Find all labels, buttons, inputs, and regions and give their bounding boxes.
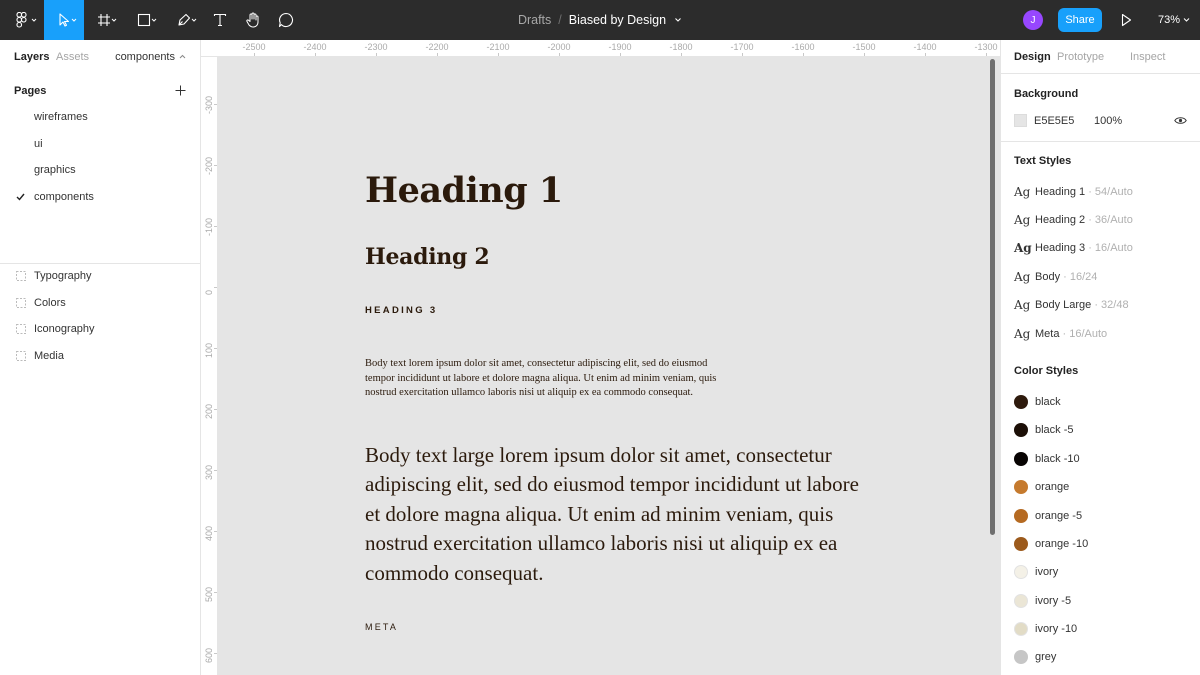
- layer-label: Iconography: [34, 323, 95, 335]
- layer-label: Typography: [34, 270, 92, 282]
- layer-colors[interactable]: [0, 290, 200, 316]
- breadcrumb-separator: /: [558, 13, 562, 27]
- color-style-black[interactable]: [1001, 392, 1200, 412]
- text-style-icon: Ag: [1014, 327, 1031, 341]
- play-icon[interactable]: [1118, 12, 1134, 28]
- ruler-label: -1700: [730, 42, 754, 52]
- ruler-label: -1500: [852, 42, 876, 52]
- tab-prototype[interactable]: Prototype: [1057, 51, 1105, 63]
- page-item-label: components: [34, 191, 94, 203]
- text-style-icon: Ag: [1014, 213, 1031, 227]
- heading-3-sample[interactable]: HEADING 3: [365, 305, 438, 316]
- color-style-label: ivory: [1035, 566, 1059, 578]
- page-item-label: wireframes: [34, 111, 88, 123]
- horizontal-ruler: [201, 40, 1000, 57]
- body-text-sample[interactable]: Body text lorem ipsum dolor sit amet, consectetur adipiscing elit, sed do eiusmod tempor incididunt ut labore et dolore magna aliqua. Ut enim ad minim veniam, quis nostrud exercitation ullamco laboris nisi ut aliquip ex ea commodo consequat.: [365, 358, 717, 399]
- design-canvas[interactable]: [218, 57, 1000, 675]
- ruler-label: -2500: [242, 42, 266, 52]
- checkmark-icon: [16, 193, 25, 201]
- color-swatch: [1014, 537, 1028, 551]
- shape-tool-button[interactable]: [124, 0, 164, 40]
- toolbar: [0, 0, 1200, 40]
- color-style-black-10[interactable]: [1001, 449, 1200, 469]
- ruler-label: 300: [204, 464, 214, 480]
- divider: [1001, 73, 1200, 74]
- color-style-orange[interactable]: [1001, 477, 1200, 497]
- frame-layer-icon: [16, 351, 26, 361]
- text-style-label: Body Large · 32/48: [1035, 299, 1129, 311]
- ruler-label: -2100: [486, 42, 510, 52]
- vertical-ruler: [201, 57, 218, 675]
- color-swatch: [1014, 594, 1028, 608]
- color-swatch: [1014, 480, 1028, 494]
- ruler-label: 500: [204, 586, 214, 602]
- share-button[interactable]: Share: [1058, 8, 1102, 32]
- breadcrumb-folder[interactable]: Drafts: [517, 13, 552, 27]
- page-item-label: graphics: [34, 164, 76, 176]
- frame-layer-icon: [16, 298, 26, 308]
- color-swatch: [1014, 650, 1028, 664]
- ruler-label: -1300: [974, 42, 998, 52]
- current-page-selector[interactable]: [115, 51, 186, 63]
- chevron-down-icon: [1183, 17, 1190, 23]
- color-style-label: orange -10: [1035, 538, 1089, 550]
- color-style-label: black: [1035, 396, 1061, 408]
- color-style-label: orange: [1035, 481, 1070, 493]
- layer-typography[interactable]: [0, 263, 200, 289]
- chevron-down-icon: [31, 17, 37, 23]
- color-style-label: orange -5: [1035, 510, 1083, 522]
- text-style-icon: Ag: [1014, 241, 1032, 255]
- tab-layers[interactable]: Layers: [14, 51, 50, 63]
- color-swatch: [1014, 565, 1028, 579]
- main-menu-button[interactable]: [0, 0, 44, 40]
- layer-media[interactable]: [0, 343, 200, 369]
- text-style-heading-2[interactable]: [1001, 209, 1200, 231]
- background-hex-input[interactable]: E5E5E5: [1034, 115, 1075, 127]
- text-styles-title: Text Styles: [1014, 155, 1072, 167]
- ruler-label: -2000: [547, 42, 571, 52]
- ruler-label: -1900: [608, 42, 632, 52]
- chevron-down-icon[interactable]: [674, 17, 682, 23]
- move-tool-button[interactable]: [44, 0, 84, 40]
- background-opacity-input[interactable]: 100%: [1094, 115, 1123, 127]
- text-style-icon: Ag: [1014, 185, 1031, 199]
- current-page-label: components: [115, 51, 175, 63]
- hand-icon: [245, 12, 261, 28]
- color-swatch: [1014, 452, 1028, 466]
- layer-iconography[interactable]: [0, 316, 200, 342]
- page-item-wireframes[interactable]: [0, 104, 200, 130]
- color-style-orange-10[interactable]: [1001, 534, 1200, 554]
- hand-tool-button[interactable]: [236, 0, 270, 40]
- text-style-icon: Ag: [1014, 270, 1031, 284]
- color-style-label: grey: [1035, 651, 1057, 663]
- left-panel-tabs: [0, 40, 200, 73]
- color-style-ivory-10[interactable]: [1001, 619, 1200, 639]
- chevron-down-icon: [111, 17, 117, 23]
- layer-label: Media: [34, 350, 64, 362]
- chevron-down-icon: [191, 17, 197, 23]
- comment-tool-button[interactable]: [270, 0, 302, 40]
- tab-assets[interactable]: Assets: [56, 51, 90, 63]
- file-name[interactable]: Biased by Design: [568, 13, 667, 27]
- background-section-title: Background: [1014, 88, 1079, 100]
- page-item-components[interactable]: [0, 184, 200, 210]
- text-style-label: Heading 2 · 36/Auto: [1035, 214, 1133, 226]
- layer-label: Colors: [34, 297, 66, 309]
- tab-design[interactable]: Design: [1014, 51, 1051, 63]
- divider: [1001, 141, 1200, 142]
- ruler-label: -300: [204, 95, 214, 114]
- color-swatch: [1014, 622, 1028, 636]
- text-style-heading-3[interactable]: [1001, 237, 1200, 259]
- ruler-label: -200: [204, 156, 214, 175]
- color-style-ivory-5[interactable]: [1001, 591, 1200, 611]
- text-icon: [213, 13, 227, 27]
- zoom-menu[interactable]: [1158, 0, 1190, 40]
- layers-panel: [0, 40, 201, 675]
- text-tool-button[interactable]: [204, 0, 236, 40]
- color-style-grey[interactable]: [1001, 647, 1200, 667]
- color-style-label: black -5: [1035, 424, 1074, 436]
- chevron-down-icon: [71, 17, 77, 23]
- ruler-label: 400: [204, 525, 214, 541]
- ruler-label: -2400: [303, 42, 327, 52]
- text-style-icon: Ag: [1014, 298, 1031, 312]
- ruler-label: -2300: [364, 42, 388, 52]
- rectangle-icon: [137, 13, 151, 27]
- color-style-label: ivory -10: [1035, 623, 1078, 635]
- pages-title: Pages: [14, 85, 47, 97]
- figma-logo-icon: [16, 12, 28, 28]
- chevron-down-icon: [151, 17, 157, 23]
- tab-inspect[interactable]: Inspect: [1130, 51, 1166, 63]
- heading-1-sample[interactable]: Heading 1: [365, 170, 563, 211]
- comment-icon: [278, 12, 294, 28]
- ruler-label: -100: [204, 217, 214, 236]
- page-item-graphics[interactable]: [0, 157, 200, 183]
- cursor-arrow-icon: [58, 13, 70, 27]
- plus-icon[interactable]: [175, 85, 186, 96]
- page-item-label: ui: [34, 138, 43, 150]
- text-style-heading-1[interactable]: [1001, 181, 1200, 203]
- ruler-label: 600: [204, 647, 214, 663]
- pen-icon: [177, 13, 191, 27]
- properties-panel: [1000, 40, 1200, 675]
- color-style-ivory[interactable]: [1001, 562, 1200, 582]
- color-style-label: black -10: [1035, 453, 1080, 465]
- color-style-black-5[interactable]: [1001, 420, 1200, 440]
- zoom-level: 73%: [1158, 14, 1181, 26]
- ruler-label: 200: [204, 403, 214, 419]
- ruler-label: -2200: [425, 42, 449, 52]
- chevron-up-icon: [179, 54, 186, 60]
- frame-layer-icon: [16, 324, 26, 334]
- ruler-label: -1800: [669, 42, 693, 52]
- text-style-label: Heading 1 · 54/Auto: [1035, 186, 1133, 198]
- color-style-label: ivory -5: [1035, 595, 1072, 607]
- ruler-label: 100: [204, 342, 214, 358]
- frame-layer-icon: [16, 271, 26, 281]
- text-style-body-large[interactable]: [1001, 294, 1200, 316]
- text-style-label: Body · 16/24: [1035, 271, 1098, 283]
- color-style-orange-5[interactable]: [1001, 506, 1200, 526]
- text-style-meta[interactable]: [1001, 323, 1200, 345]
- canvas-scrollbar[interactable]: [990, 59, 995, 535]
- body-large-sample[interactable]: Body text large lorem ipsum dolor sit amet, consectetur adipiscing elit, sed do eiusmod tempor incididunt ut labore et dolore magna aliqua. Ut enim ad minim veniam, quis nostrud exercitation ullamco laboris nisi ut aliquip ex ea commodo consequat.: [365, 443, 859, 585]
- ruler-label: -1600: [791, 42, 815, 52]
- color-swatch: [1014, 509, 1028, 523]
- pen-tool-button[interactable]: [164, 0, 204, 40]
- background-swatch[interactable]: [1014, 114, 1027, 127]
- color-swatch: [1014, 423, 1028, 437]
- frame-icon: [97, 13, 111, 27]
- ruler-label: -1400: [913, 42, 937, 52]
- heading-2-sample[interactable]: Heading 2: [365, 244, 490, 270]
- frame-tool-button[interactable]: [84, 0, 124, 40]
- meta-sample[interactable]: META: [365, 622, 399, 632]
- avatar[interactable]: J: [1023, 10, 1043, 30]
- ruler-label: 0: [204, 289, 214, 295]
- color-swatch: [1014, 395, 1028, 409]
- text-style-label: Heading 3 · 16/Auto: [1035, 242, 1133, 254]
- text-style-body[interactable]: [1001, 266, 1200, 288]
- color-styles-title: Color Styles: [1014, 365, 1079, 377]
- eye-icon[interactable]: [1174, 116, 1187, 125]
- page-item-ui[interactable]: [0, 131, 200, 157]
- text-style-label: Meta · 16/Auto: [1035, 328, 1108, 340]
